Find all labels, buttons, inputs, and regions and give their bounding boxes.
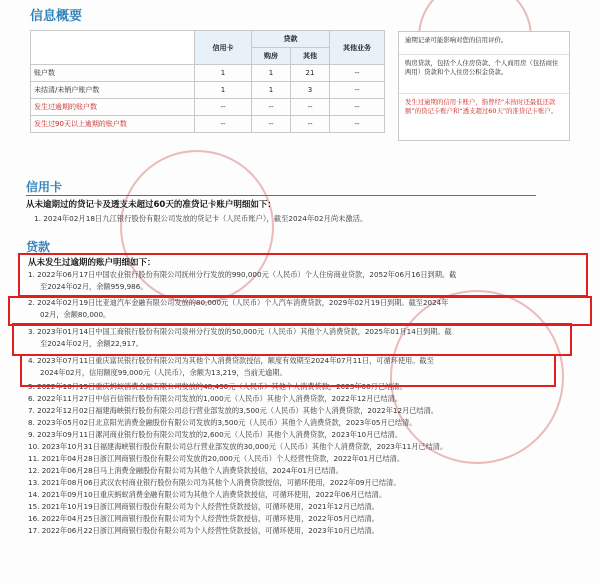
table-row — [31, 116, 385, 133]
list-item: 8. 2023年05月02日北京阳光消费金融股份有限公司发放的3,500元（人民币）其他个人消费贷款，2023年05月已结清。 — [28, 418, 417, 427]
list-item: 16. 2022年04月25日浙江网商银行股份有限公司为个人经营性贷款授信，可循环使用，2022年05月已结清。 — [28, 514, 379, 523]
list-item: 3. 2023年01月14日中国工商银行股份有限公司泉州分行发放的50,000元（人民币）其他个人消费贷款，2025年01月14日到期。截 — [28, 327, 452, 336]
highlight-box-4 — [20, 354, 556, 387]
list-item-cont: 至2024年02月，余额22,917。 — [40, 339, 143, 348]
highlight-box-2 — [8, 296, 592, 326]
list-item: 17. 2022年06月22日浙江网商银行股份有限公司为个人经营性贷款授信，可循环使用，2023年10月已结清。 — [28, 526, 379, 535]
cell-other-biz: -- — [330, 99, 385, 116]
header-other: 其他 — [291, 48, 330, 65]
header-other-biz: 其他业务 — [330, 31, 385, 65]
note-overdue-impact: 逾期记录可能影响对您的信用评价。 — [399, 32, 569, 55]
row-label: 未结清/未销户账户数 — [31, 82, 195, 99]
table-row — [31, 99, 385, 116]
list-item: 10. 2023年10月31日福建海峡银行股份有限公司总行营业部发放的30,000元（人民币）其他个人消费贷款，2023年11月已结清。 — [28, 442, 448, 451]
cell-credit: 1 — [195, 82, 252, 99]
section-title-credit-card: 信用卡 — [26, 180, 63, 194]
list-item: 1. 2022年06月17日中国农业银行股份有限公司抚州分行发放的990,000元（人民币）个人住房商业贷款，2052年06月16日到期。截 — [28, 270, 457, 279]
list-item: 13. 2021年08月06日武汉农村商业银行股份有限公司为其他个人消费贷款授信，可循环使用，2022年09月已结清。 — [28, 478, 401, 487]
cell-other: 21 — [291, 65, 330, 82]
list-item: 15. 2021年10月19日浙江网商银行股份有限公司为个人经营性贷款授信，可循环使用，2021年12月已结清。 — [28, 502, 379, 511]
list-item: 2. 2024年02月19日比亚迪汽车金融有限公司发放的80,000元（人民币）个人汽车消费贷款，2029年02月19日到期。截至2024年 — [28, 298, 449, 307]
section-divider — [26, 195, 536, 196]
header-credit: 信用卡 — [195, 31, 252, 65]
section-title-loans: 贷款 — [26, 240, 51, 254]
list-item: 4. 2023年07月11日重庆富民银行股份有限公司为其他个人消费贷款授信，额度有效期至2024年07月11日，可循环使用。截至 — [28, 356, 434, 365]
cell-credit: -- — [195, 116, 252, 133]
loans-subtitle: 从未发生过逾期的账户明细如下： — [28, 258, 156, 268]
section-title-info: 信息概要 — [30, 9, 83, 24]
header-blank — [31, 31, 195, 65]
row-label: 发生过逾期的账户数 — [31, 99, 195, 116]
list-item: 5. 2022年10月15日重庆蚂蚁消费金融有限公司发放的48,430元（人民币）其他个人消费贷款，2023年06月已结清。 — [28, 382, 407, 391]
header-loan: 贷款 — [252, 31, 330, 48]
list-item: 12. 2021年06月28日马上消费金融股份有限公司为其他个人消费贷款授信，2024年01月已结清。 — [28, 466, 343, 475]
list-item-cont: 02月，余额80,000。 — [40, 310, 111, 319]
credit-card-subtitle: 从未逾期过的贷记卡及透支未超过60天的准贷记卡账户明细如下： — [26, 200, 276, 210]
cell-other-biz: -- — [330, 65, 385, 82]
cell-other-biz: -- — [330, 82, 385, 99]
cell-credit: -- — [195, 99, 252, 116]
list-item-cont: 2024年02月，信用额度99,000元（人民币），余额为13,219，当前无逾期。 — [40, 368, 287, 377]
credit-card-item: 1. 2024年02月18日九江银行股份有限公司发放的贷记卡（人民币账户），截至2024年02月尚未激活。 — [34, 214, 368, 223]
note-overdue-card: 发生过逾期的信用卡账户，指曾经“未按时还最低还款额”的贷记卡账户和“透支超过60天”的准贷记卡账户。 — [405, 98, 558, 115]
table-row — [31, 65, 385, 82]
summary-table — [30, 30, 385, 133]
cell-other: -- — [291, 116, 330, 133]
cell-house: 1 — [252, 65, 291, 82]
list-item: 7. 2022年12月02日福建海峡银行股份有限公司总行营业部发放的3,500元（人民币）其他个人消费贷款，2022年12月已结清。 — [28, 406, 438, 415]
table-row — [31, 82, 385, 99]
cell-house: -- — [252, 99, 291, 116]
highlight-box-1 — [18, 253, 588, 297]
cell-house: 1 — [252, 82, 291, 99]
row-label: 账户数 — [31, 65, 195, 82]
list-item-cont: 至2024年02月，余额959,986。 — [40, 282, 148, 291]
notes-panel — [398, 31, 570, 141]
header-house: 购房 — [252, 48, 291, 65]
row-label: 发生过90天以上逾期的账户数 — [31, 116, 195, 133]
cell-house: -- — [252, 116, 291, 133]
cell-credit: 1 — [195, 65, 252, 82]
list-item: 11. 2021年04月28日浙江网商银行股份有限公司发放的20,000元（人民币）个人经营性贷款，2022年01月已结清。 — [28, 454, 405, 463]
cell-other-biz: -- — [330, 116, 385, 133]
list-item: 9. 2023年09月11日漯河商业银行股份有限公司发放的2,600元（人民币）其他个人消费贷款，2023年10月已结清。 — [28, 430, 403, 439]
cell-other: 3 — [291, 82, 330, 99]
list-item: 6. 2022年11月27日中信百信银行股份有限公司发放的1,000元（人民币）其他个人消费贷款，2022年12月已结清。 — [28, 394, 403, 403]
note-housing-loan: 购房贷款，包括个人住房贷款、个人商用房（包括商住两用）贷款和个人住房公积金贷款。 — [399, 55, 569, 94]
highlight-box-3 — [12, 323, 572, 356]
list-item: 14. 2021年09月10日重庆蚂蚁消费金融有限公司为其他个人消费贷款授信，可循环使用，2022年06月已结清。 — [28, 490, 387, 499]
cell-other: -- — [291, 99, 330, 116]
